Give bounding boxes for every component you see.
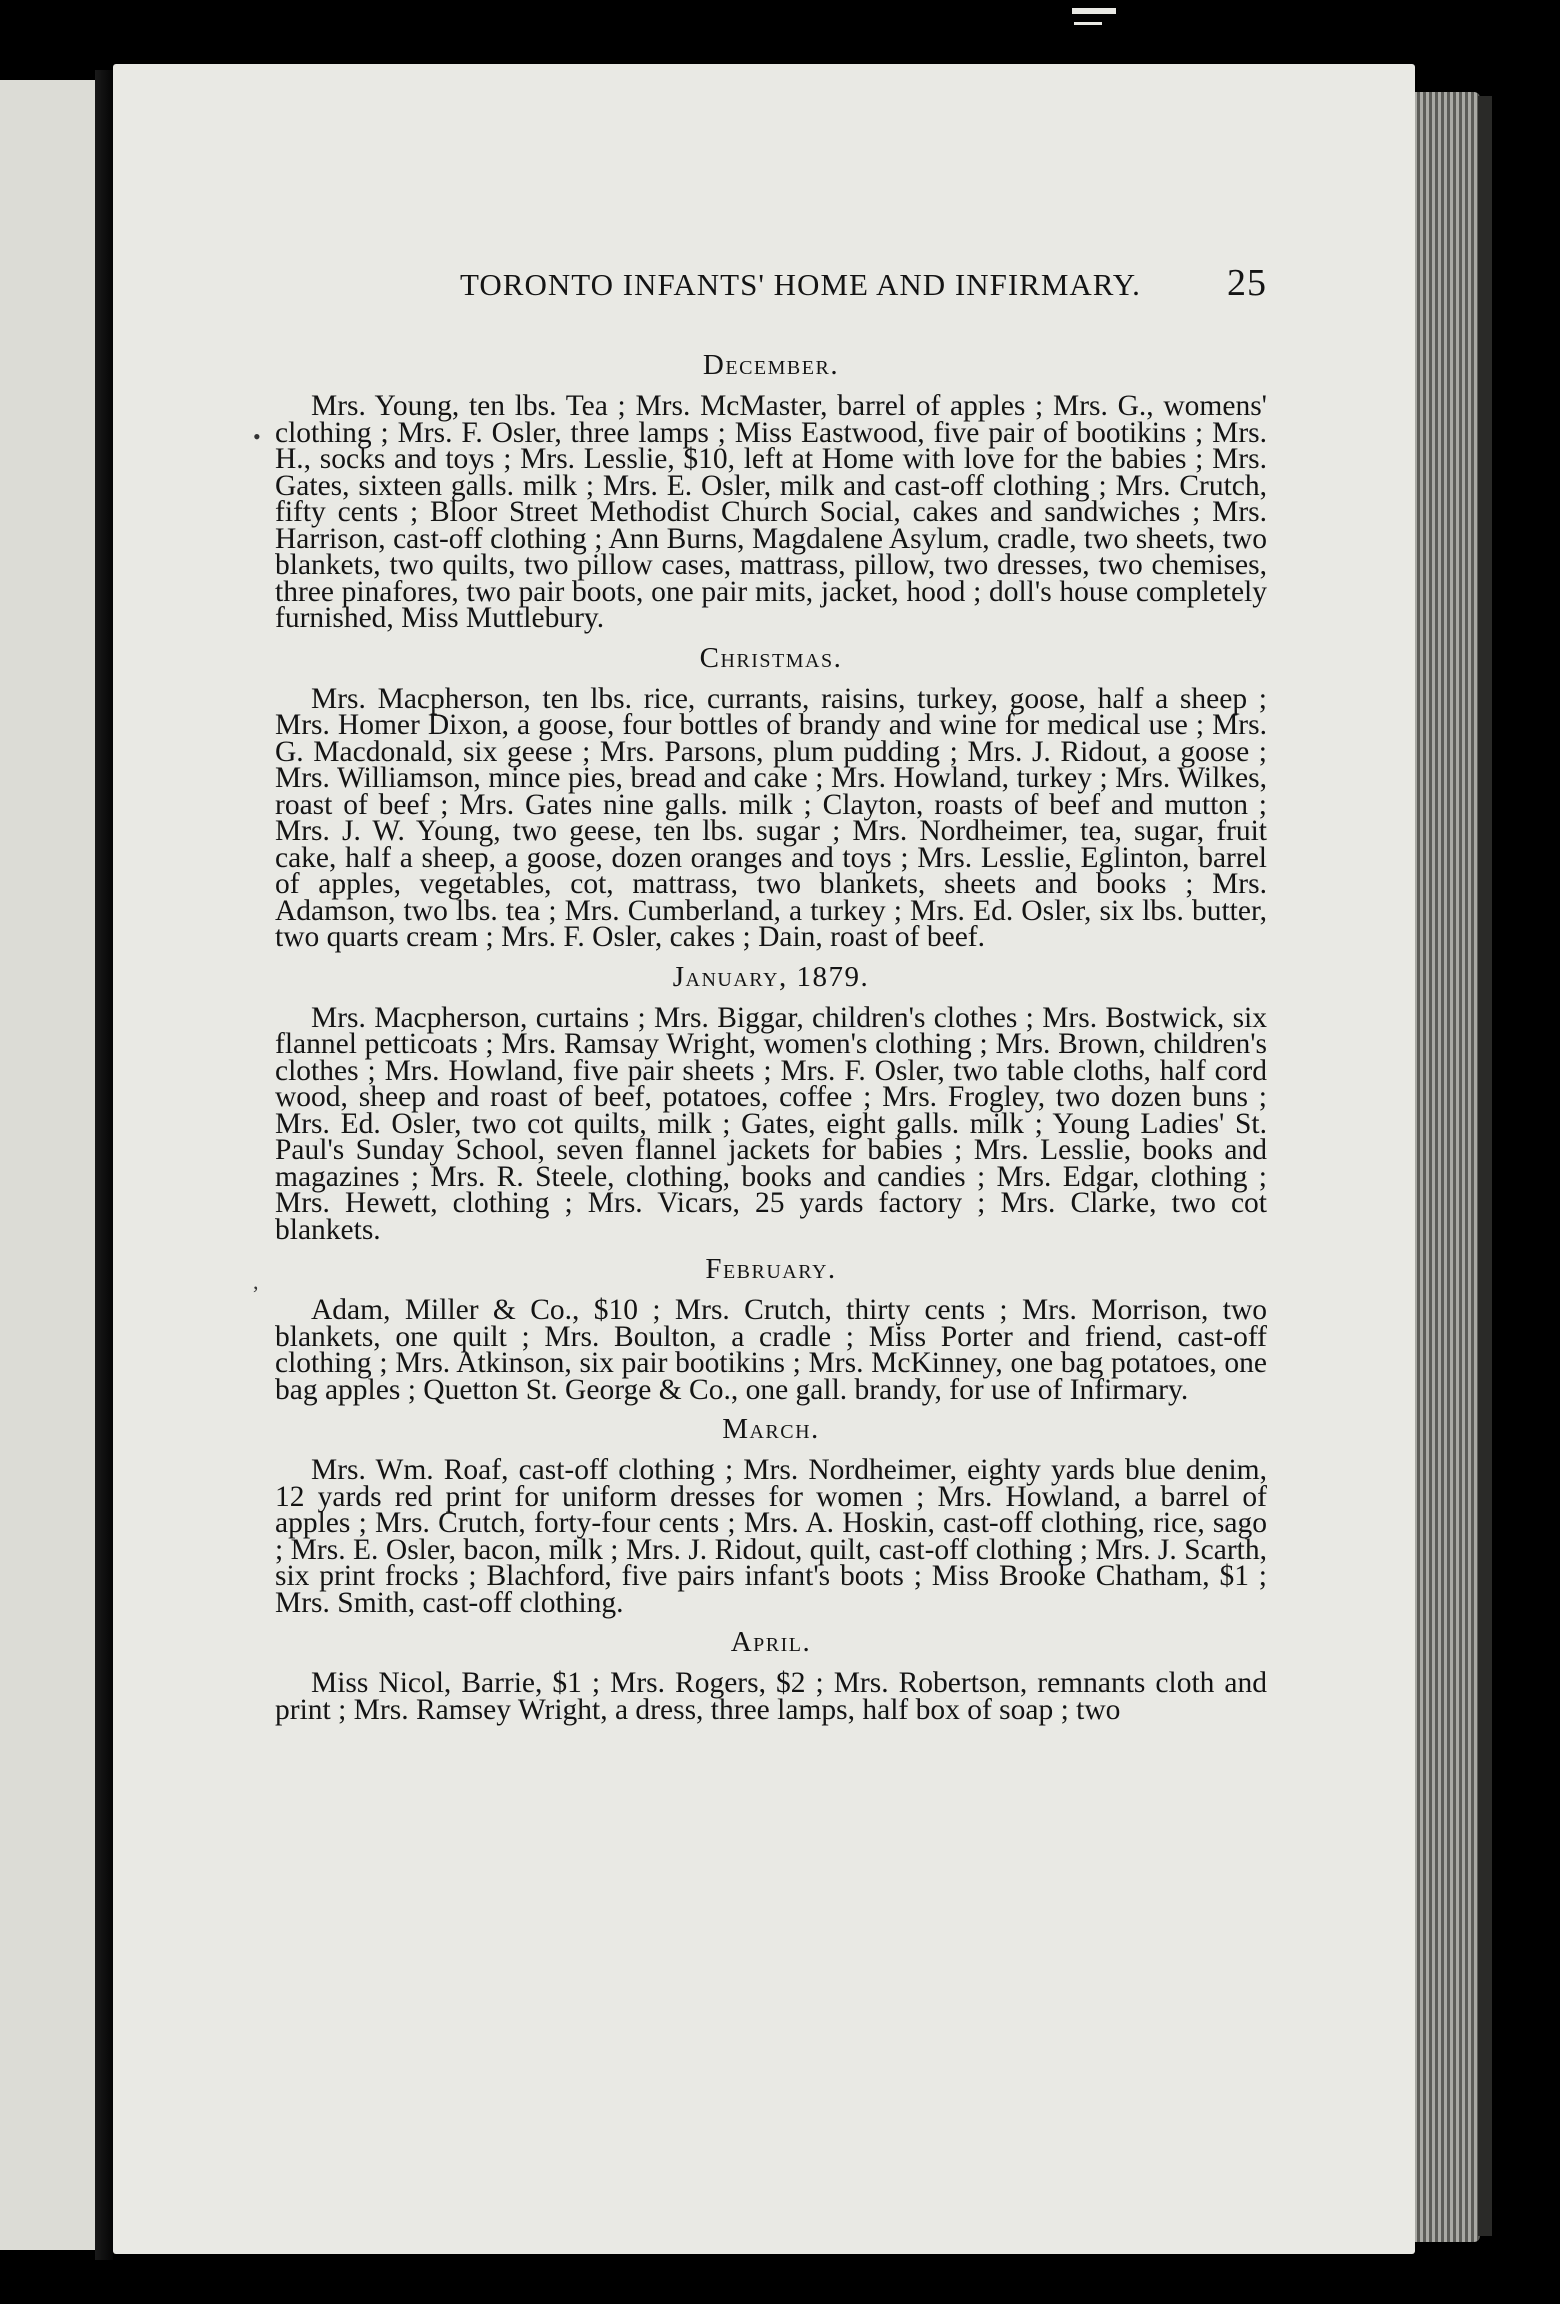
margin-dot: • [253, 424, 261, 449]
book-gutter [95, 70, 113, 2260]
section-heading: December. [702, 349, 840, 381]
section-paragraph: Adam, Miller & Co., $10 ; Mrs. Crutch, thirty cents ; Mrs. Morrison, two blankets, one quilt ; Mrs. Boulton, a cradle ; Miss Porter and friend, cast-off clothing ; Mrs. Atkinson, six pair bootikins ; Mrs. McKinney, one bag potatoes, one bag apples ; Quetton St. George & Co., one gall. brandy, for use of Infirmary. [275, 1294, 1267, 1406]
section-heading: Christmas. [699, 641, 843, 674]
page-number: 25 [1227, 262, 1267, 304]
facing-page-edge [0, 80, 95, 2250]
section-heading: February. [705, 1253, 837, 1285]
section-paragraph: Mrs. Wm. Roaf, cast-off clothing ; Mrs. Nordheimer, eighty yards blue denim, 12 yards red print for uniform dresses for women ; Mrs. Howland, a barrel of apples ; Mrs. Crutch, forty-four cents ; Mrs. A. Hoskin, cast-off clothing, rice, sago ; Mrs. E. Osler, bacon, milk ; Mrs. J. Ridout, quilt, cast-off clothing ; Mrs. J. Scarth, six print frocks ; Blachford, five pairs infant's boots ; Miss Brooke Chatham, $1 ; Mrs. Smith, cast-off clothing. [275, 1454, 1267, 1619]
section-paragraph: Mrs. Macpherson, ten lbs. rice, currants, raisins, turkey, goose, half a sheep ; Mrs. Homer Dixon, a goose, four bottles of brandy and wine for medical use ; Mrs. G. Macdonald, six geese ; Mrs. Parsons, plum pudding ; Mrs. J. Ridout, a goose ; Mrs. Williamson, mince pies, bread and cake ; Mrs. Howland, turkey ; Mrs. Wilkes, roast of beef ; Mrs. Gates nine galls. milk ; Clayton, roasts of beef and mutton ; Mrs. J. W. Young, two geese, ten lbs. sugar ; Mrs. Nordheimer, tea, sugar, fruit cake, half a sheep, a goose, dozen oranges and toys ; Mrs. Lesslie, Eglinton, barrel of apples, vegetables, cot, mattrass, two blankets, sheets and books ; Mrs. Adamson, two lbs. tea ; Mrs. Cumberland, a turkey ; Mrs. Ed. Osler, six lbs. butter, two quarts cream ; Mrs. F. Osler, cakes ; Dain, roast of beef. [275, 682, 1267, 953]
section-paragraph: Mrs. Macpherson, curtains ; Mrs. Biggar, children's clothes ; Mrs. Bostwick, six flannel petticoats ; Mrs. Ramsay Wright, women's clothing ; Mrs. Brown, children's clothes ; Mrs. Howland, five pair sheets ; Mrs. F. Osler, two table cloths, half cord wood, sheep and roast of beef, potatoes, coffee ; Mrs. Frogley, two dozen buns ; Mrs. Ed. Osler, two cot quilts, milk ; Gates, eight galls. milk ; Young Ladies' St. Paul's Sunday School, seven flannel jackets for babies ; Mrs. Lesslie, books and magazines ; Mrs. R. Steele, clothing, books and candies ; Mrs. Edgar, clothing ; Mrs. Hewett, clothing ; Mrs. Vicars, 25 yards factory ; Mrs. Clarke, two cot blankets. [275, 1001, 1267, 1246]
cover-edge [1478, 96, 1492, 2236]
margin-dot: , [253, 1269, 259, 1294]
page-stack-edges [1408, 92, 1480, 2242]
page-text [275, 255, 1267, 1726]
section-paragraph: Miss Nicol, Barrie, $1 ; Mrs. Rogers, $2 ; Mrs. Robertson, remnants cloth and print ; Mrs. Ramsey Wright, a dress, three lamps, half box of soap ; two [275, 1667, 1267, 1726]
scan-mark [1072, 8, 1116, 14]
running-head-title: TORONTO INFANTS' HOME AND INFIRMARY. [460, 267, 1141, 302]
section-heading: April. [730, 1626, 812, 1658]
section-heading: January, 1879. [672, 960, 870, 993]
section-paragraph: Mrs. Young, ten lbs. Tea ; Mrs. McMaster, barrel of apples ; Mrs. G., womens' clothing ; Mrs. F. Osler, three lamps ; Miss Eastwood, five pair of bootikins ; Mrs. H., socks and toys ; Mrs. Lesslie, $10, left at Home with love for the babies ; Mrs. Gates, sixteen galls. milk ; Mrs. E. Osler, milk and cast-off clothing ; Mrs. Crutch, fifty cents ; Bloor Street Methodist Church Social, cakes and sandwiches ; Mrs. Harrison, cast-off clothing ; Ann Burns, Magdalene Asylum, cradle, two sheets, two blankets, two quilts, two pillow cases, mattrass, pillow, two dresses, two chemises, three pinafores, two pair boots, one pair mits, jacket, hood ; doll's house completely furnished, Miss Muttlebury. [275, 390, 1267, 634]
running-head [275, 255, 1267, 315]
section-heading: March. [722, 1413, 820, 1445]
scan-mark [1074, 22, 1102, 25]
